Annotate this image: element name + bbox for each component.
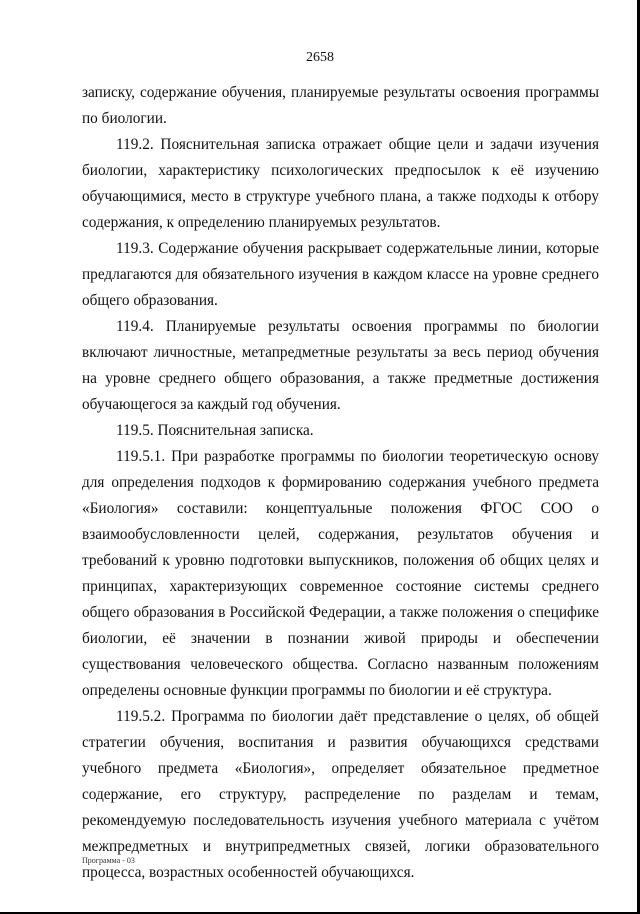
paragraph-119-5-2: 119.5.2. Программа по биологии даёт представление о целях, об общей стратегии обучения, воспитания и развития обучающихся средствами учебного предмета «Биология», определяет обязательное предметное содержание, его структуру, распределение по разделам и темам, рекомендуемую последовательность изучения учебного материала с учётом межпредметных и внутрипредметных связей, логики образовательного процесса, возрастных особенностей обучающихся. [82, 708, 599, 881]
document-body [82, 80, 599, 886]
paragraph-continuation: записку, содержание обучения, планируемые результаты освоения программы по биологии. [82, 84, 599, 127]
paragraph-119-2: 119.2. Пояснительная записка отражает общие цели и задачи изучения биологии, характеристику психологических предпосылок к её изучению обучающимися, место в структуре учебного плана, а также подходы к отбору содержания, к определению планируемых результатов. [82, 136, 599, 231]
paragraph-119-5: 119.5. Пояснительная записка. [116, 422, 314, 439]
paragraph-119-5-1: 119.5.1. При разработке программы по биологии теоретическую основу для определения подходов к формированию содержания учебного предмета «Биология» составили: концептуальные положения ФГОС СОО о взаимообусловленности целей, содержания, результатов обучения и требований к уровню подготовки выпускников, положения об общих целях и принципах, характеризующих современное состояние системы среднего общего образования в Российской Федерации, а также положения о специфике биологии, её значении в познании живой природы и обеспечении существования человеческого общества. Согласно названным положениям определены основные функции программы по биологии и её структура. [82, 448, 599, 699]
page-number: 2658 [306, 50, 334, 65]
paragraph-119-3: 119.3. Содержание обучения раскрывает содержательные линии, которые предлагаются для обязательного изучения в каждом классе на уровне среднего общего образования. [82, 240, 599, 309]
footer-note: Программа - 03 [82, 856, 135, 865]
paragraph-119-4: 119.4. Планируемые результаты освоения программы по биологии включают личностные, метапредметные результаты за весь период обучения на уровне среднего общего образования, а также предметные достижения обучающегося за каждый год обучения. [82, 318, 599, 413]
